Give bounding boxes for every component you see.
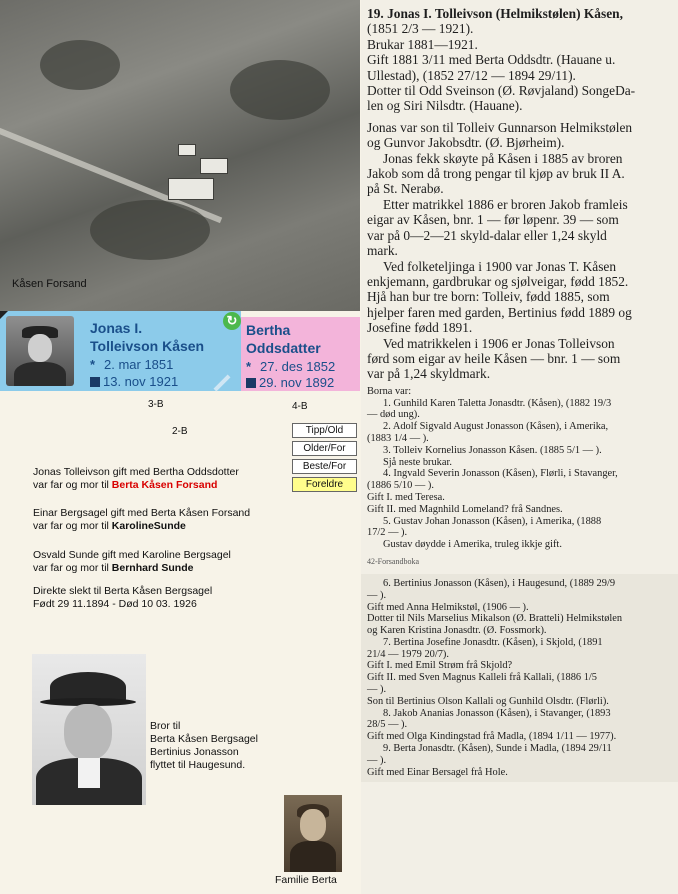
barn — [200, 158, 228, 174]
jonas-born: * 2. mar 1851 — [90, 357, 174, 372]
bertinius-photo — [32, 654, 146, 805]
bertha-born: * 27. des 1852 — [246, 359, 336, 374]
tab-beste-for[interactable]: Beste/For — [292, 459, 357, 474]
jonas-name-line2: Tolleivson Kåsen — [90, 338, 205, 354]
tab-older-for[interactable]: Older/For — [292, 441, 357, 456]
jonas-name-line1: Jonas I. — [90, 320, 143, 336]
bertha-name-line1: Bertha — [246, 322, 291, 338]
tree-cluster — [40, 40, 120, 90]
link-berta-kasen[interactable]: Berta Kåsen Forsand — [111, 479, 218, 491]
note-3: Osvald Sunde gift med Karoline Bergsagel var far og mor til Bernhard Sunde — [33, 549, 231, 574]
bertinius-caption: Bror til Berta Kåsen Bergsagel Bertinius Jonasson flyttet til Haugesund. — [150, 720, 258, 771]
tree-cluster — [230, 60, 330, 120]
aerial-photo — [0, 0, 360, 311]
note-1: Jonas Tolleivson gift med Bertha Oddsdotter var far og mor til Berta Kåsen Forsand — [33, 466, 239, 491]
gravestone-icon — [246, 378, 256, 388]
tree-cluster — [90, 200, 210, 260]
bertha-died: 29. nov 1892 — [246, 375, 334, 391]
note-4: Direkte slekt til Berta Kåsen Bergsagel Født 29 11.1894 - Død 10 03. 1926 — [33, 585, 213, 610]
generation-label: 2-B — [172, 426, 188, 437]
person-card-bertha[interactable] — [241, 317, 360, 391]
doc-children-list-2: 6. Bertinius Jonasson (Kåsen), i Haugesund, (1889 29/9 — ). Gift med Anna Helmikstøl, (1906 — ). Dotter til Nils Marselius Mikalson (Ø. Bratteli) Helmikstølen og Karen Kristina Jonasdtr. (Ø. Fossmork). 7. Bertina Josefine Jonasdtr. (Kåsen), i Skjold, (1891 21/4 — 1979 20/7). Gift I. med Emil Strøm frå Skjold? Gift II. med Sven Magnus Kalleli frå Kallali, (1886 1/5 — ). Son til Bertinius Olson Kallali og Gunhild Olsdtr. (Flørli). 8. Jakob Ananias Jonasson (Kåsen), i Stavanger, (1893 28/5 — ). Gift med Olga Kindingstad frå Madla, (1894 1/11 — 1977). 9. Berta Jonasdtr. (Kåsen), Sunde i Madla, (1894 29/11 — ). Gift med Einar Bersagel frå Hole. — [361, 574, 678, 783]
aerial-caption: Kåsen Forsand — [12, 278, 87, 290]
jonas-label: 3-B — [148, 399, 164, 410]
gravestone-icon — [90, 377, 100, 387]
shed — [178, 144, 196, 156]
jonas-photo — [6, 316, 74, 386]
farmhouse — [168, 178, 214, 200]
doc-header: 19. Jonas I. Tolleivson (Helmikstølen) Kåsen, (1851 2/3 — 1921). Brukar 1881—1921. Gift 1881 3/11 med Berta Oddsdtr. (Hauane u. Ullestad), (1852 27/12 — 1894 29/11). Dotter til Odd Sveinson (Ø. Røvjaland) SongeDa- len og Siri Nilsdtr. (Hauane). — [367, 6, 636, 114]
doc-children-list-1: Borna var: 1. Gunhild Karen Taletta Jonasdtr. (Kåsen), (1882 19/3 — død ung). 2. Adolf Sigvald August Jonasson (Kåsen), i Amerika, (1883 1/4 — ). 3. Tolleiv Kornelius Jonasson Kåsen. (1885 5/1 — ). Sjå neste brukar. 4. Ingvald Severin Jonasson (Kåsen), Flørli, i Stavanger, (1886 5/10 — ). Gift I. med Teresa. Gift II. med Magnhild Lomeland? frå Sandnes. 5. Gustav Johan Jonasson (Kåsen), i Amerika, (1888 17/2 — ). Gustav døydde i Amerika, truleg ikkje gift. — [367, 385, 618, 551]
tab-tipp-old[interactable]: Tipp/Old — [292, 423, 357, 438]
refresh-icon[interactable]: ↻ — [223, 312, 241, 330]
jonas-died: 13. nov 1921 — [90, 374, 178, 390]
person-card-jonas[interactable] — [0, 311, 241, 391]
doc-page-tag: 42-Forsandboka — [367, 556, 419, 566]
doc-body: Jonas var son til Tolleiv Gunnarson Helmikstølen og Gunvor Jakobsdtr. (Ø. Bjørheim). Jonas fekk skøyte på Kåsen i 1885 av broren Jakob som då trong pengar til kjøp av bruk II A. på St. Nerabø. Etter matrikkel 1886 er broren Jakob framleis eigar av Kåsen, bnr. 1 — før løpenr. 39 — som var på 0—2—21 skyld-dalar eller 1,24 skyld mark. Ved folketeljinga i 1900 var Jonas T. Kåsen enkjemann, gardbrukar og sjølveigar, fødd 1852. Hjå han bur tre born: Tolleiv, fødd 1885, som hjelper faren med garden, Bertinius fødd 1889 og Josefine fødd 1891. Ved matrikkelen i 1906 er Jonas Tolleivson førd som eigar av heile Kåsen — bnr. 1 — som var på 1,24 skyldmark. — [367, 119, 633, 382]
berta-photo — [284, 795, 342, 872]
tab-foreldre[interactable]: Foreldre — [292, 477, 357, 492]
edit-pencil-icon[interactable] — [214, 375, 231, 392]
berta-caption: Familie Berta — [275, 874, 337, 886]
note-2: Einar Bergsagel gift med Berta Kåsen Forsand var far og mor til KarolineSunde — [33, 507, 251, 532]
bertha-name-line2: Oddsdatter — [246, 340, 321, 356]
scanned-document — [361, 0, 678, 894]
bertha-label: 4-B — [292, 401, 308, 412]
